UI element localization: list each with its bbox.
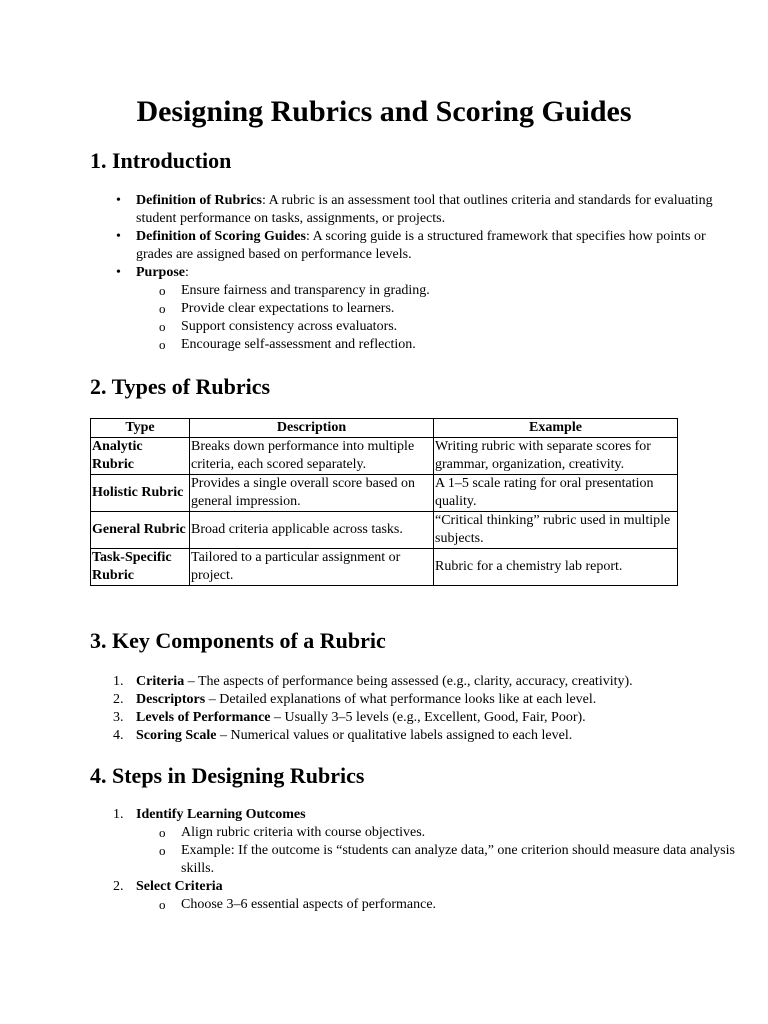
description-cell: Broad criteria applicable across tasks. (190, 512, 434, 549)
sub-list-item: o Ensure fairness and transparency in grading. (181, 282, 736, 300)
rubric-types-table (90, 418, 678, 586)
step-title: Identify Learning Outcomes (136, 807, 306, 822)
sub-list-item: o Support consistency across evaluators. (181, 318, 736, 336)
item-text: – Numerical values or qualitative labels assigned to each level. (216, 728, 573, 743)
bullet-term: Definition of Rubrics (136, 193, 262, 208)
item-term: Descriptors (136, 692, 206, 707)
item-text: – The aspects of performance being assessed (e.g., clarity, accuracy, creativity). (184, 674, 633, 689)
item-term: Levels of Performance (136, 710, 271, 725)
example-cell: A 1–5 scale rating for oral presentation quality. (434, 475, 678, 512)
item-number: 4. (113, 728, 124, 743)
purpose-sub-list (136, 282, 736, 354)
list-item (113, 806, 736, 878)
table-row (91, 438, 678, 475)
list-item (113, 878, 736, 914)
description-cell: Provides a single overall score based on general impression. (190, 475, 434, 512)
item-number: 2. (113, 692, 124, 707)
item-number: 1. (113, 807, 124, 822)
table-header-row (91, 419, 678, 438)
step-title: Select Criteria (136, 879, 223, 894)
description-cell: Tailored to a particular assignment or project. (190, 549, 434, 586)
list-item (113, 673, 736, 691)
type-cell: Analytic Rubric (91, 438, 190, 475)
list-item (136, 264, 736, 354)
example-cell: “Critical thinking” rubric used in multiple subjects. (434, 512, 678, 549)
item-number: 2. (113, 879, 124, 894)
type-cell: General Rubric (91, 512, 190, 549)
bullet-text: : (185, 265, 189, 280)
description-cell: Breaks down performance into multiple criteria, each scored separately. (190, 438, 434, 475)
sub-list-item: o Align rubric criteria with course objectives. (181, 824, 736, 842)
section-heading-components: 3. Key Components of a Rubric (90, 628, 386, 653)
sub-list-item: o Provide clear expectations to learners. (181, 300, 736, 318)
section-heading-steps: 4. Steps in Designing Rubrics (90, 763, 365, 788)
table-row (91, 512, 678, 549)
type-cell: Task-Specific Rubric (91, 549, 190, 586)
step-sub-list (136, 896, 736, 914)
item-text: – Usually 3–5 levels (e.g., Excellent, Good, Fair, Poor). (270, 710, 586, 725)
introduction-bullet-list (90, 192, 736, 354)
type-cell: Holistic Rubric (91, 475, 190, 512)
sub-list-item: o Example: If the outcome is “students can analyze data,” one criterion should measure data analysis skills. (181, 842, 736, 878)
sub-list-item: o Encourage self-assessment and reflection. (181, 336, 736, 354)
item-term: Scoring Scale (136, 728, 217, 743)
column-header-description: Description (190, 419, 434, 438)
list-item (113, 709, 736, 727)
list-item (136, 192, 736, 228)
list-item (113, 691, 736, 709)
table-row (91, 549, 678, 586)
item-number: 3. (113, 710, 124, 725)
example-cell: Writing rubric with separate scores for grammar, organization, creativity. (434, 438, 678, 475)
column-header-type: Type (91, 419, 190, 438)
bullet-term: Purpose (136, 265, 185, 280)
bullet-text: : A rubric is an assessment tool that outlines criteria and standards for evaluating student performance on tasks, assignments, or projects. (136, 193, 713, 226)
item-text: – Detailed explanations of what performance looks like at each level. (205, 692, 597, 707)
page-title: Designing Rubrics and Scoring Guides (136, 95, 632, 128)
table-row (91, 475, 678, 512)
item-term: Criteria (136, 674, 185, 689)
bullet-text: : A scoring guide is a structured framework that specifies how points or grades are assigned based on performance levels. (136, 229, 706, 262)
step-sub-list (136, 824, 736, 878)
components-list (90, 673, 736, 745)
bullet-term: Definition of Scoring Guides (136, 229, 306, 244)
sub-list-item: o Choose 3–6 essential aspects of performance. (181, 896, 736, 914)
item-number: 1. (113, 674, 124, 689)
column-header-example: Example (434, 419, 678, 438)
steps-list (90, 806, 736, 914)
list-item (136, 228, 736, 264)
section-heading-types: 2. Types of Rubrics (90, 374, 271, 399)
list-item (113, 727, 736, 745)
example-cell: Rubric for a chemistry lab report. (434, 549, 678, 586)
section-heading-introduction: 1. Introduction (90, 148, 232, 173)
